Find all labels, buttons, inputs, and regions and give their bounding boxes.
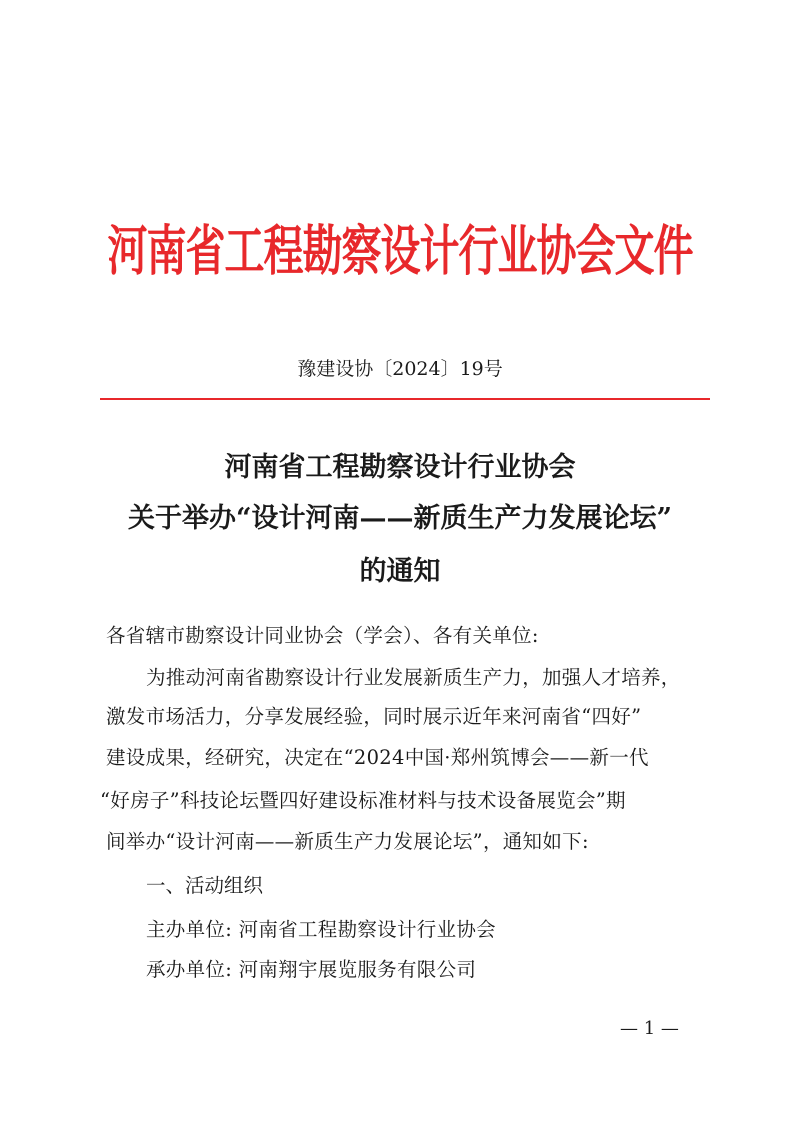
page-number: — 1 — [620,1018,679,1039]
organizer: 主办单位: 河南省工程勘察设计行业协会 [146,918,496,941]
section-heading: 一、活动组织 [146,874,264,897]
salutation: 各省辖市勘察设计同业协会（学会）、各有关单位: [106,624,539,647]
red-divider [100,398,710,400]
title-line-1: 河南省工程勘察设计行业协会 [224,452,576,483]
org-file-title: 河南省工程勘察设计行业协会文件 [107,220,693,284]
title-line-3: 的通知 [359,556,441,587]
title-line-2: 关于举办“设计河南——新质生产力发展论坛” [127,503,673,534]
paragraph-line: 建设成果，经研究，决定在“2024中国·郑州筑博会——新一代 [106,746,649,769]
paragraph-line: 为推动河南省勘察设计行业发展新质生产力，加强人才培养， [146,666,681,689]
paragraph-line: 间举办“设计河南——新质生产力发展论坛”，通知如下: [106,830,589,853]
doc-number: 豫建设协〔2024〕19号 [297,358,503,380]
paragraph-line: “好房子”科技论坛暨四好建设标准材料与技术设备展览会”期 [100,789,626,812]
co-organizer: 承办单位: 河南翔宇展览服务有限公司 [146,958,477,981]
paragraph-line: 激发市场活力，分享发展经验，同时展示近年来河南省“四好” [106,705,642,728]
